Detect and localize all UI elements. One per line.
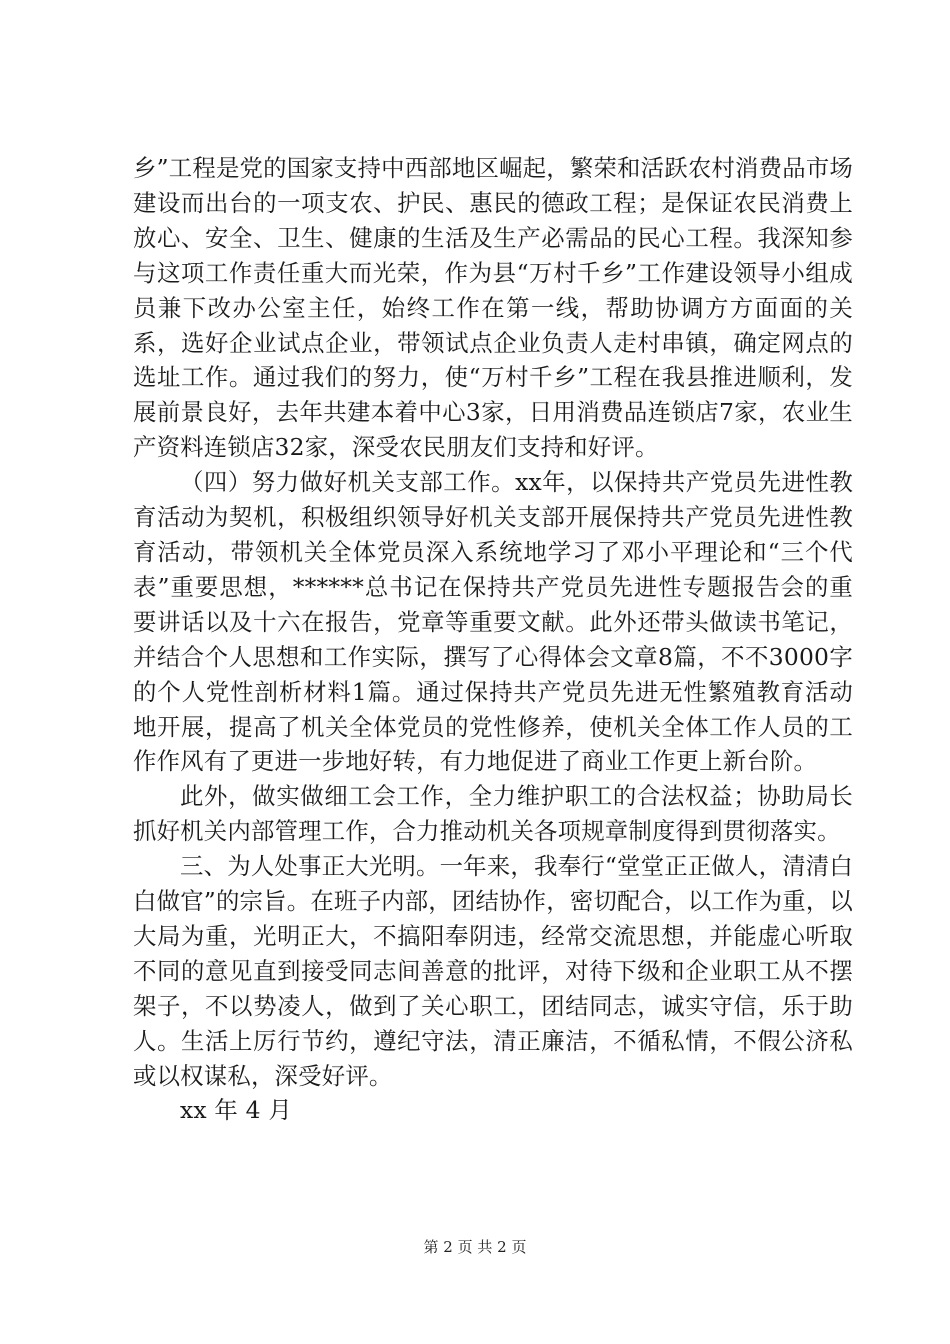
document-body xyxy=(133,151,853,1128)
document-date: xx 年 4 月 xyxy=(180,1096,292,1125)
paragraph-union-work: 此外，做实做细工会工作，全力维护职工的合法权益；协助局长抓好机关内部管理工作，合力推动机关各项规章制度得到贯彻落实。 xyxy=(133,782,853,846)
page-indicator: 第 2 页 共 2 页 xyxy=(423,1238,527,1256)
paragraph-conduct: 三、为人处事正大光明。一年来，我奉行“堂堂正正做人，清清白白做官”的宗旨。在班子内部，团结协作，密切配合，以工作为重，以大局为重，光明正大，不搞阳奉阴违，经常交流思想，并能虚心听取不同的意见直到接受同志间善意的批评，对待下级和企业职工从不摆架子，不以势凌人，做到了关心职工，团结同志，诚实守信，乐于助人。生活上厉行节约，遵纪守法，清正廉洁，不循私情，不假公济私或以权谋私，深受好评。 xyxy=(133,852,853,1090)
page-footer xyxy=(0,1236,950,1257)
paragraph-continuation: 乡”工程是党的国家支持中西部地区崛起，繁荣和活跃农村消费品市场建设而出台的一项支农、护民、惠民的德政工程；是保证农民消费上放心、安全、卫生、健康的生活及生产必需品的民心工程。我深知参与这项工作责任重大而光荣，作为县“万村千乡”工作建设领导小组成员兼下改办公室主任，始终工作在第一线，帮助协调方方面面的关系，选好企业试点企业，带领试点企业负责人走村串镇，确定网点的选址工作。通过我们的努力，使“万村千乡”工程在我县推进顺利，发展前景良好，去年共建本着中心3家，日用消费品连锁店7家，农业生产资料连锁店32家，深受农民朋友们支持和好评。 xyxy=(133,154,853,462)
paragraph-party-branch-work: （四）努力做好机关支部工作。xx年，以保持共产党员先进性教育活动为契机，积极组织领导好机关支部开展保持共产党员先进性教育活动，带领机关全体党员深入系统地学习了邓小平理论和“三个代表”重要思想，******总书记在保持共产党员先进性专题报告会的重要讲话以及十六在报告，党章等重要文献。此外还带头做读书笔记，并结合个人思想和工作实际，撰写了心得体会文章8篇，不不3000字的个人党性剖析材料1篇。通过保持共产党员先进无性繁殖教育活动地开展，提高了机关全体党员的党性修养，使机关全体工作人员的工作作风有了更进一步地好转，有力地促进了商业工作更上新台阶。 xyxy=(133,468,853,776)
